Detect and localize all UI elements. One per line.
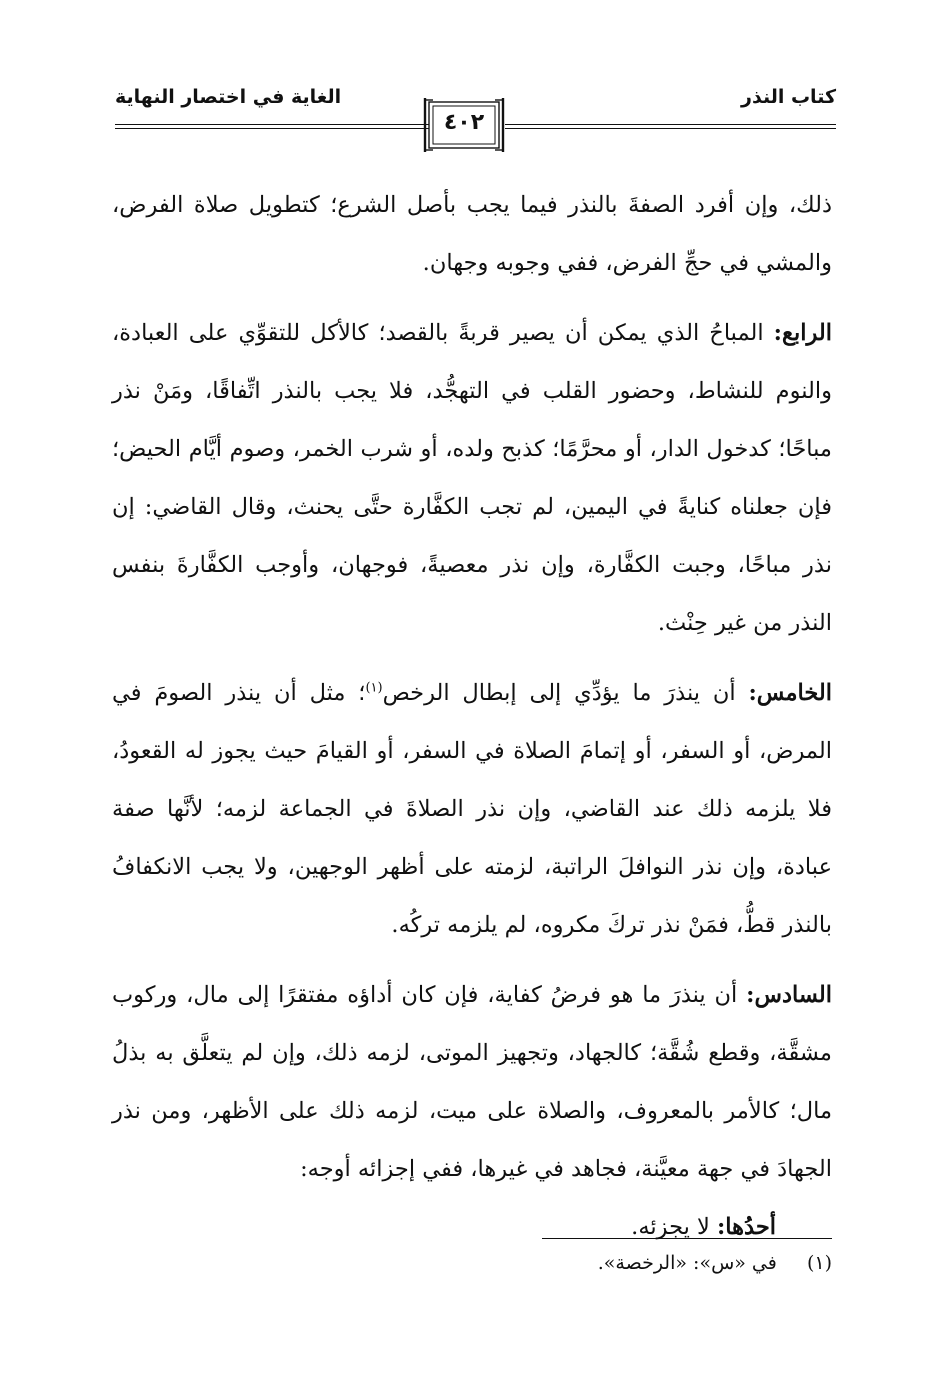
- paragraph-first-option: أحدُها: لا يجزئه.: [631, 1214, 776, 1240]
- paragraph-lead: السادس:: [746, 982, 832, 1008]
- header-rule-left: [115, 124, 439, 125]
- footnote-reference: (١): [365, 680, 383, 696]
- paragraph-lead: الرابع:: [773, 320, 832, 346]
- footnote-separator: [542, 1238, 832, 1239]
- paragraph-fifth: الخامس: أن ينذرَ ما يؤدِّي إلى إبطال الرخص$^{(١)}$؛ مثل أن ينذر الصومَ في المرض، أو السفر، أو إتمامَ الصلاة في السفر، أو القيامَ حيث يجوز له القعودُ، فلا يلزمه ذلك عند القاضي، وإن نذر الصلاةَ في الجماعة لزمه؛ لأنَّها صفة عبادة، وإن نذر النوافلَ الراتبة، لزمته على أظهر الوجهين، ولا يجب الانكفافُ بالنذر قطُّ، فمَنْ نذر تركَ مكروه، لم يلزمه تركُه.: [112, 680, 832, 938]
- paragraph-fourth: الرابع: المباحُ الذي يمكن أن يصير قربةً بالقصد؛ كالأكل للتقوِّي على العبادة، والنوم للنشاط، وحضور القلب في التهجُّد، فلا يجب بالنذر اتِّفاقًا، ومَنْ نذر مباحًا؛ كدخول الدار، أو محرَّمًا؛ كذبح ولده، أو شرب الخمر، وصوم أيَّام الحيض؛ فإن جعلناه كنايةً في اليمين، لم تجب الكفَّارة حتَّى يحنث، وقال القاضي: إن نذر مباحًا، وجبت الكفَّارة، وإن نذر معصيةً، فوجهان، وأوجب الكفَّارةَ بنفس النذر من غير حِنْث.: [112, 320, 832, 636]
- footnote: [598, 1252, 832, 1274]
- body-text: [112, 176, 832, 1256]
- page-number-frame: [423, 96, 505, 154]
- paragraph-lead: أحدُها:: [717, 1214, 776, 1240]
- footnote-number: (١): [806, 1252, 832, 1274]
- footnote-text: في «س»: «الرخصة».: [597, 1252, 777, 1274]
- paragraph-continuation: ذلك، وإن أفرد الصفةَ بالنذر فيما يجب بأصل الشرع؛ كتطويل صلاة الفرض، والمشي في حجِّ الفرض، ففي وجوبه وجهان.: [112, 192, 832, 276]
- header-rule-right: [505, 124, 836, 125]
- paragraph-sixth: السادس: أن ينذرَ ما هو فرضُ كفاية، فإن كان أداؤه مفتقرًا إلى مال، وركوب مشقَّة، وقطع شُقَّة؛ كالجهاد، وتجهيز الموتى، لزمه ذلك، وإن لم يتعلَّق به بذلُ مال؛ كالأمر بالمعروف، والصلاة على ميت، لزمه ذلك على الأظهر، ومن نذر الجهادَ في جهة معيَّنة، فجاهد في غيرها، ففي إجزائه أوجه:: [112, 982, 832, 1182]
- running-header-book-title: الغاية في اختصار النهاية: [115, 86, 342, 108]
- page-number: ٤٠٢: [443, 110, 485, 135]
- paragraph-lead: الخامس:: [748, 680, 832, 706]
- running-header-chapter: كتاب النذر: [741, 86, 836, 108]
